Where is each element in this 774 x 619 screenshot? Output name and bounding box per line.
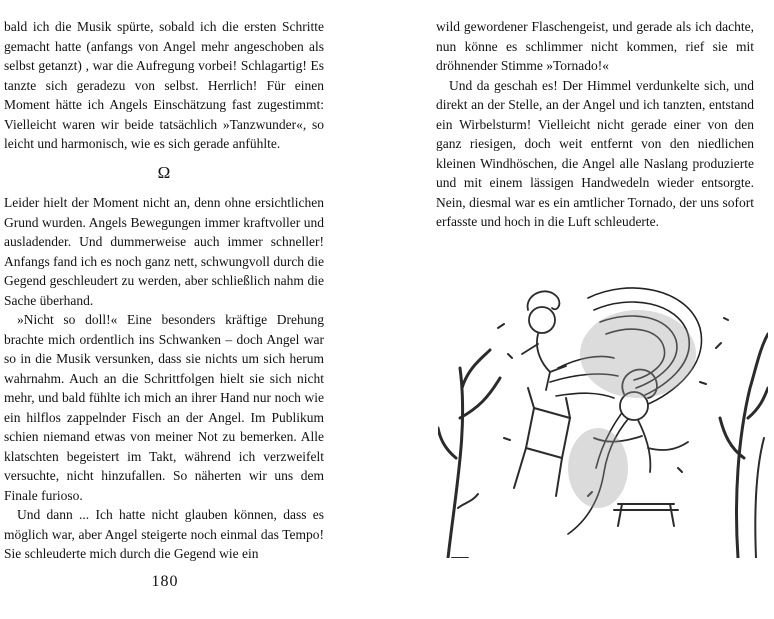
- paragraph: bald ich die Musik spürte, sobald ich die ersten Schritte gemacht hatte (anfangs von Angel mehr angeschoben als selbst getanzt) , war die Aufregung vorbei! Schlagartig! Es tanzte sich geradezu von selbst. Herrlich! Für einen Moment hätte ich Angels Einschätzung fast zugestimmt: Vielleicht waren wir beide tatsächlich »Tanzwunder«, so leicht und harmonisch, wie es sich gerade anfühlte.: [4, 19, 324, 151]
- left-tree: [438, 350, 500, 558]
- right-tree: [720, 334, 768, 558]
- paragraph: Und da geschah es! Der Himmel verdunkelte sich, und direkt an der Stelle, an der Angel und ich tanzten, entstand ein Wirbelsturm! Vielleicht nicht gerade einer von den ganz riesigen, doch weit entfernt von den niedlichen kleinen Windhöschen, die Angel alle Naslang produzierte und mit einem lässigen Handwedeln wieder entsorgte. Nein, diesmal war es ein amtlicher Tornado, der uns sofort erfasste und hoch in die Luft schleuderte.: [436, 77, 754, 229]
- bench: [614, 504, 678, 526]
- tornado-dance-illustration: [438, 258, 768, 558]
- paragraph: Und dann ... Ich hatte nicht glauben können, dass es möglich war, aber Angel steigerte noch einmal das Tempo! Sie schleuderte mich durch die Gegend wie ein: [4, 507, 324, 561]
- right-page-text: [436, 17, 754, 232]
- tumbling-chair: [514, 388, 570, 496]
- paragraph: wild gewordener Flaschengeist, und gerade als ich dachte, nun könne es schlimmer nicht kommen, rief sie mit dröhnender Stimme »Tornado!«: [436, 19, 754, 73]
- paragraph: »Nicht so doll!« Eine besonders kräftige Drehung brachte mich ordentlich ins Schwanken – doch Angel war so in die Musik versunken, dass sie nichts um sich herum wahrnahm. Auch an die Schrittfolgen hielt sie sich nicht mehr, und bald fühlte ich mich an ihrer Hand nur noch wie ein hilflos zappelnder Fisch an der Angel. Im Publikum schien niemand etwas von meiner Not zu bemerken. Alle klatschten begeistert im Takt, während ich verzweifelt versuchte, nicht hinzufallen. So näherten wir uns dem Finale furioso.: [4, 312, 324, 503]
- paragraph: Leider hielt der Moment nicht an, denn ohne ersichtlichen Grund wurden. Angels Bewegungen immer kraftvoller und ausladender. Und dummerweise auch immer schneller! Anfangs fand ich es noch ganz nett, schwungvoll durch die Gegend geschleudert zu werden, aber schließlich nahm die Sache überhand.: [4, 195, 324, 308]
- left-page-text: [4, 17, 324, 564]
- page-number: 180: [151, 573, 179, 590]
- illustration-drawing: [438, 258, 768, 558]
- section-ornament: Ω: [157, 162, 171, 182]
- child-figure: [522, 291, 566, 390]
